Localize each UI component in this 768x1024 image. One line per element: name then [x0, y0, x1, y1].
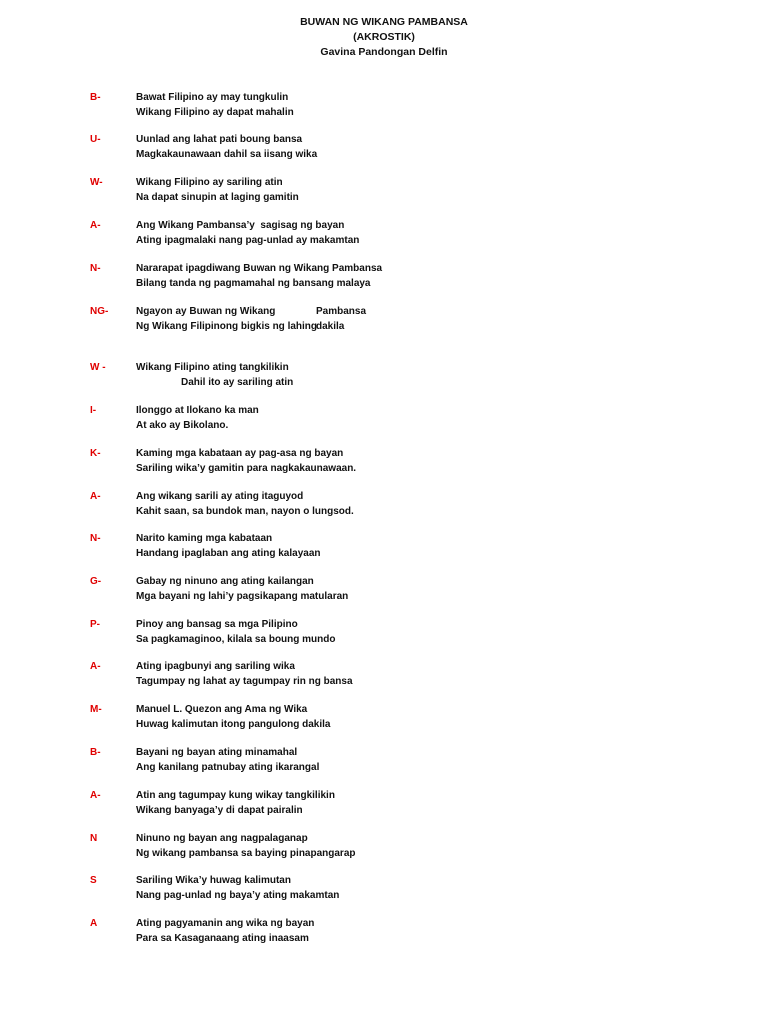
poem-line: Ang wikang sarili ay ating itaguyod: [136, 491, 304, 502]
poem-line: Wikang Filipino ating tangkilikin: [136, 362, 289, 373]
poem-line: At ako ay Bikolano.: [136, 419, 229, 431]
poem-line: Narito kaming mga kabataan: [136, 533, 273, 544]
acrostic-letter: A-: [90, 491, 101, 502]
acrostic-letter: S: [90, 875, 97, 886]
poem-line: Mga bayani ng lahi’y pagsikapang matularan: [136, 590, 349, 602]
stanza: [0, 831, 768, 861]
poem-line: Bawat Filipino ay may tungkulin: [136, 92, 289, 103]
poem-line: Ating pagyamanin ang wika ng bayan: [136, 918, 315, 929]
acrostic-letter: W-: [90, 177, 103, 188]
acrostic-letter: M-: [90, 704, 102, 715]
poem-line-continuation: dakila: [316, 320, 345, 332]
stanza: [0, 531, 768, 561]
stanza: [0, 489, 768, 519]
poem-line: Ating ipagbunyi ang sariling wika: [136, 661, 295, 672]
poem-author: Gavina Pandongan Delfin: [320, 46, 448, 58]
acrostic-letter: N-: [90, 533, 101, 544]
poem-line: Dahil ito ay sariling atin: [181, 376, 294, 388]
poem-line: Pinoy ang bansag sa mga Pilipino: [136, 619, 298, 630]
acrostic-letter: I-: [90, 405, 97, 416]
acrostic-letter: A-: [90, 790, 101, 801]
poem-line: Atin ang tagumpay kung wikay tangkilikin: [136, 790, 335, 801]
acrostic-letter: B-: [90, 92, 101, 103]
poem-line: Kaming mga kabataan ay pag-asa ng bayan: [136, 448, 344, 459]
poem-title: BUWAN NG WIKANG PAMBANSA: [300, 16, 468, 28]
stanza: [0, 360, 768, 390]
stanza: [0, 132, 768, 162]
poem-line: Tagumpay ng lahat ay tagumpay rin ng bansa: [136, 675, 353, 687]
acrostic-letter: U-: [90, 134, 101, 145]
stanza: [0, 175, 768, 205]
stanza: [0, 659, 768, 689]
poem-line: Sariling Wika’y huwag kalimutan: [136, 875, 291, 886]
stanza: [0, 745, 768, 775]
poem-line: Ating ipagmalaki nang pag-unlad ay makamtan: [136, 234, 360, 246]
stanza: [0, 304, 768, 334]
poem-line: Wikang banyaga’y di dapat pairalin: [136, 804, 303, 816]
acrostic-letter: A-: [90, 661, 101, 672]
stanza: [0, 916, 768, 946]
stanza: [0, 403, 768, 433]
poem-line: Ang Wikang Pambansa’y sagisag ng bayan: [136, 220, 345, 231]
poem-line: Nararapat ipagdiwang Buwan ng Wikang Pambansa: [136, 263, 383, 274]
poem-line: Sariling wika’y gamitin para nagkakaunawaan.: [136, 462, 357, 474]
poem-line: Kahit saan, sa bundok man, nayon o lungsod.: [136, 505, 354, 517]
poem-line: Huwag kalimutan itong pangulong dakila: [136, 718, 331, 730]
acrostic-letter: A-: [90, 220, 101, 231]
poem-line: Ang kanilang patnubay ating ikarangal: [136, 761, 320, 773]
poem-line: Wikang Filipino ay dapat mahalin: [136, 106, 294, 118]
poem-line: Magkakaunawaan dahil sa iisang wika: [136, 148, 318, 160]
poem-line: Ilonggo at Ilokano ka man: [136, 405, 259, 416]
acrostic-letter: NG-: [90, 306, 109, 317]
stanza: [0, 90, 768, 120]
stanza: [0, 873, 768, 903]
stanza: [0, 261, 768, 291]
poem-subtitle: (AKROSTIK): [353, 31, 415, 43]
stanza: [0, 702, 768, 732]
stanza: [0, 574, 768, 604]
poem-line: Ngayon ay Buwan ng Wikang: [136, 306, 276, 317]
acrostic-letter: A: [90, 918, 98, 929]
stanza: [0, 446, 768, 476]
poem-line: Ng Wikang Filipinong bigkis ng lahing: [136, 320, 318, 332]
poem-line: Wikang Filipino ay sariling atin: [136, 177, 283, 188]
poem-line: Manuel L. Quezon ang Ama ng Wika: [136, 704, 308, 715]
acrostic-letter: W -: [90, 362, 106, 373]
poem-line-continuation: Pambansa: [316, 306, 367, 317]
poem-line: Uunlad ang lahat pati boung bansa: [136, 134, 303, 145]
poem-line: Gabay ng ninuno ang ating kailangan: [136, 576, 314, 587]
stanza: [0, 218, 768, 248]
stanza: [0, 617, 768, 647]
poem-line: Sa pagkamaginoo, kilala sa boung mundo: [136, 633, 336, 645]
acrostic-letter: P-: [90, 619, 100, 630]
poem-line: Bayani ng bayan ating minamahal: [136, 747, 298, 758]
poem-line: Para sa Kasaganaang ating inaasam: [136, 932, 309, 944]
poem-line: Nang pag-unlad ng baya’y ating makamtan: [136, 889, 340, 901]
poem-line: Ng wikang pambansa sa baying pinapangarap: [136, 847, 356, 859]
poem-line: Ninuno ng bayan ang nagpalaganap: [136, 833, 308, 844]
poem-line: Na dapat sinupin at laging gamitin: [136, 191, 299, 203]
poem-line: Handang ipaglaban ang ating kalayaan: [136, 547, 321, 559]
acrostic-letter: N: [90, 833, 98, 844]
acrostic-letter: N-: [90, 263, 101, 274]
acrostic-letter: G-: [90, 576, 102, 587]
acrostic-letter: B-: [90, 747, 101, 758]
stanza: [0, 788, 768, 818]
acrostic-letter: K-: [90, 448, 101, 459]
poem-line: Bilang tanda ng pagmamahal ng bansang malaya: [136, 277, 371, 289]
